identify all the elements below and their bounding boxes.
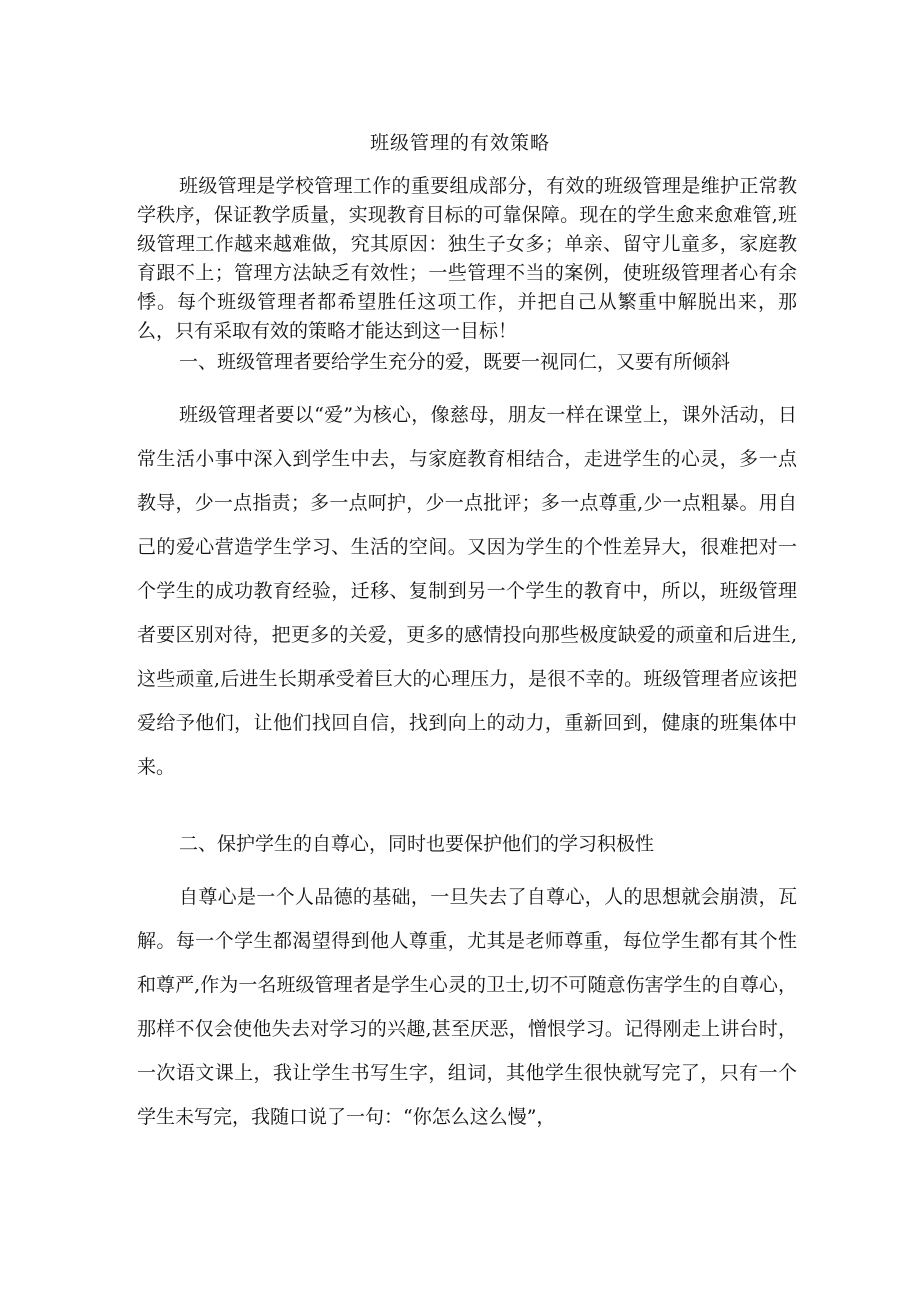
- section-2-paragraph: 自尊心是一个人品德的基础，一旦失去了自尊心，人的思想就会崩溃，瓦解。每一个学生都渴望得到他人尊重，尤其是老师尊重，每位学生都有其个性和尊严,作为一名班级管理者是学生心灵的卫士,切不可随意伤害学生的自尊心，那样不仅会使他失去对学习的兴趣,甚至厌恶，憎恨学习。记得刚走上讲台时，一次语文课上，我让学生书写生字，组词，其他学生很快就写完了，只有一个学生未写完，我随口说了一句：“你怎么这么慢”，: [137, 886, 797, 1128]
- section-1-heading: 一、班级管理者要给学生充分的爱，既要一视同仁，又要有所倾斜: [179, 351, 731, 373]
- section-1-paragraph: 班级管理者要以“爱”为核心，像慈母，朋友一样在课堂上，课外活动，日常生活小事中深入到学生中去，与家庭教育相结合，走进学生的心灵，多一点教导，少一点指责；多一点呵护，少一点批评；多一点尊重,少一点粗暴。用自己的爱心营造学生学习、生活的空间。又因为学生的个性差异大，很难把对一个学生的成功教育经验，迁移、复制到另一个学生的教育中，所以，班级管理者要区别对待，把更多的关爱，更多的感情投向那些极度缺爱的顽童和后进生,这些顽童,后进生长期承受着巨大的心理压力，是很不幸的。班级管理者应该把爱给予他们，让他们找回自信，找到向上的动力，重新回到，健康的班集体中来。: [137, 404, 797, 778]
- document-title: 班级管理的有效策略: [369, 132, 550, 154]
- section-2-heading: 二、保护学生的自尊心，同时也要保护他们的学习积极性: [179, 833, 655, 855]
- intro-paragraph: 班级管理是学校管理工作的重要组成部分，有效的班级管理是维护正常教学秩序，保证教学质量，实现教育目标的可靠保障。现在的学生愈来愈难管,班级管理工作越来越难做，究其原因：独生子女多；单亲、留守儿童多，家庭教育跟不上；管理方法缺乏有效性；一些管理不当的案例，使班级管理者心有余悸。每个班级管理者都希望胜任这项工作，并把自己从繁重中解脱出来，那么，只有采取有效的策略才能达到这一目标！: [137, 175, 797, 342]
